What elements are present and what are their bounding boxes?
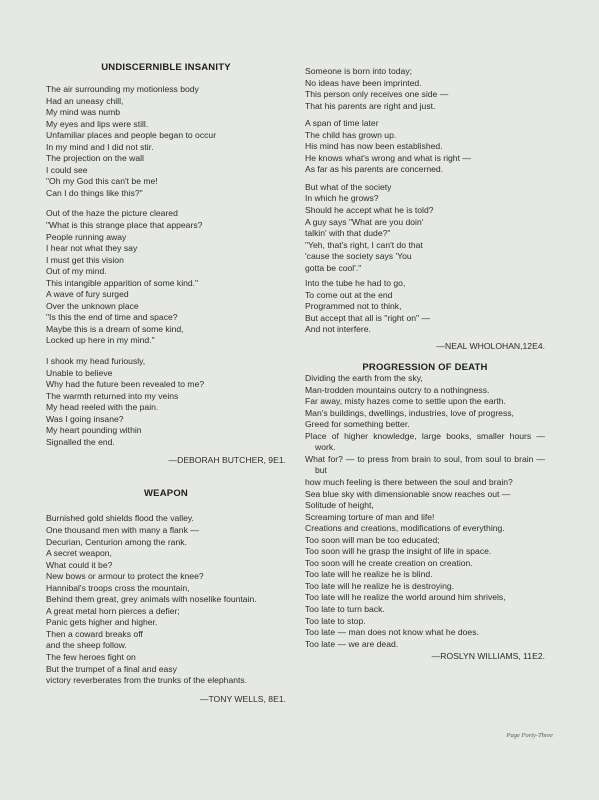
poem-line: People running away (46, 231, 127, 242)
stanza (305, 118, 545, 176)
poem-line: Too soon will he create creation on creation. (305, 557, 473, 568)
poem-line: Place of higher knowledge, large books, smaller hours — work. (305, 430, 545, 453)
poem-line: My eyes and lips were still. (46, 118, 149, 129)
left-column (46, 62, 286, 705)
poem-line: What could it be? (46, 559, 113, 570)
poem-line: Dividing the earth from the sky, (305, 373, 423, 384)
poem-author: —NEAL WHOLOHAN,12E4. (436, 341, 545, 352)
poem-line: Why had the future been revealed to me? (46, 379, 205, 390)
poem-line: talkin' with that dude?" (305, 228, 391, 239)
poem-line: Decurian, Centurion among the rank. (46, 536, 187, 547)
stanza (46, 356, 286, 448)
poem-line: Too soon will he grasp the insight of life in space. (305, 546, 492, 557)
poem-line: "What is this strange place that appears? (46, 220, 203, 231)
poem-line: My heart pounding within (46, 425, 142, 436)
poem-line: New bows or armour to protect the knee? (46, 571, 204, 582)
poem-line: He knows what's wrong and what is right — (305, 152, 471, 163)
poem-line: victory reverberates from the trunks of the elephants. (46, 675, 248, 686)
page-number: Page Forty-Three (506, 732, 553, 739)
poem-line: Too late will he realize he is blind. (305, 569, 433, 580)
poem-line: A guy says "What are you doin' (305, 216, 424, 227)
poem-line: But what of the society (305, 181, 392, 192)
poem-line: What for? — to press from brain to soul, from soul to brain — but (305, 453, 545, 476)
poem-line: As far as his parents are concerned. (305, 164, 444, 175)
poem-line: Greed for something better. (305, 419, 410, 430)
poem-line: In which he grows? (305, 193, 379, 204)
poem-line: "Oh my God this can't be me! (46, 176, 158, 187)
poem-line: That his parents are right and just. (305, 100, 436, 111)
poem-line: Too late to stop. (305, 615, 366, 626)
poem-author: —DEBORAH BUTCHER, 9E1. (168, 455, 286, 466)
poem-line: I hear not what they say (46, 243, 138, 254)
poem-line: I could see (46, 164, 88, 175)
poem-line: Too late — man does not know what he does. (305, 627, 479, 638)
poem-line: A great metal horn pierces a defier; (46, 605, 180, 616)
poem-line: Man-trodden mountains outcry to a nothingness. (305, 384, 490, 395)
poem-line: But accept that all is "right on" — (305, 312, 431, 323)
poem-line: Too late will he realize he is destroying. (305, 580, 455, 591)
poem-line: Hannibal's troops cross the mountain, (46, 582, 190, 593)
poem-line: His mind has now been established. (305, 141, 443, 152)
poem-line: Someone is born into today; (305, 66, 413, 76)
poem-line: And not interfere. (305, 324, 371, 335)
stanza (305, 66, 545, 112)
poem-line: A secret weapon, (46, 548, 112, 559)
poem-line: This person only receives one side — (305, 89, 449, 100)
poem-line: Too soon will man be too educated; (305, 534, 440, 545)
stanza (46, 208, 286, 347)
poem-line: Signalled the end. (46, 436, 115, 447)
poem-line: Maybe this is a dream of some kind, (46, 323, 184, 334)
poem-line: Over the unknown place (46, 300, 139, 311)
poem-line: Was I going insane? (46, 413, 124, 424)
poem-line: and the sheep follow. (46, 640, 127, 651)
poem-author: —ROSLYN WILLIAMS, 11E2. (431, 651, 545, 662)
poem-line: Too late to turn back. (305, 603, 385, 614)
poem-line: But the trumpet of a final and easy (46, 663, 177, 674)
poem-line: My mind was numb (46, 107, 121, 118)
poem-undiscernible-insanity (46, 62, 286, 466)
poem-line: Unfamiliar places and people began to occur (46, 130, 217, 141)
poem-line: Far away, misty hazes come to settle upon the earth. (305, 396, 506, 407)
right-column (305, 66, 545, 662)
poem-line: I shook my head furiously, (46, 356, 146, 367)
stanza (305, 278, 545, 336)
stanza (46, 84, 286, 199)
poem-line: I must get this vision (46, 254, 124, 265)
poem-line: Programmed not to think, (305, 301, 402, 312)
poem-title: PROGRESSION OF DEATH (362, 362, 488, 374)
poem-weapon (46, 488, 286, 704)
poem-line: Panic gets higher and higher. (46, 617, 158, 628)
poem-line: This intangible apparition of some kind." (46, 277, 199, 288)
poem-line: One thousand men with many a flank — (46, 524, 199, 535)
poem-title: UNDISCERNIBLE INSANITY (101, 62, 231, 73)
poem-line: "Is this the end of time and space? (46, 312, 178, 323)
poem-line: Unable to believe (46, 367, 113, 378)
poem-line: The air surrounding my motionless body (46, 84, 199, 94)
poem-line: The child has grown up. (305, 129, 397, 140)
poem-line: A wave of fury surged (46, 289, 129, 300)
poem-line: Behind them great, grey animals with noselike fountain. (46, 594, 257, 605)
poem-line: Can I do things like this?" (46, 187, 143, 198)
poem-line: Burnished gold shields flood the valley. (46, 513, 194, 524)
poem-line: Out of my mind. (46, 266, 107, 277)
poem-line: Then a coward breaks off (46, 628, 143, 639)
poem-progression-of-death (305, 362, 545, 662)
poem-line: Had an uneasy chill, (46, 95, 124, 106)
poem-line: The warmth returned into my veins (46, 390, 179, 401)
stanza (305, 182, 545, 274)
poem-line: Creations and creations, modifications of everything. (305, 523, 505, 534)
poem-line: Too late — we are dead. (305, 638, 399, 649)
poem-line: Sea blue sky with dimensionable snow reaches out — (305, 488, 511, 499)
poem-line: "Yeh, that's right, I can't do that (305, 239, 423, 250)
poem-line: Locked up here in my mind." (46, 335, 155, 346)
poem-line: In my mind and I did not stir. (46, 141, 154, 152)
poem-line: gotta be cool'." (305, 262, 362, 273)
poem-line: My head reeled with the pain. (46, 402, 159, 413)
poem-line: To come out at the end (305, 289, 393, 300)
poem-line: Should he accept what he is told? (305, 205, 434, 216)
stanza (305, 373, 545, 650)
poem-line: 'cause the society says 'You (305, 251, 412, 262)
poem-line: The projection on the wall (46, 153, 144, 164)
poem-line: Out of the haze the picture cleared (46, 208, 178, 219)
poem-untitled (305, 66, 545, 352)
poem-line: No ideas have been imprinted. (305, 77, 422, 88)
poem-line: Too late will he realize the world around him shrivels, (305, 592, 506, 603)
poem-line: A span of time later (305, 118, 379, 129)
poem-author: —TONY WELLS, 8E1. (199, 693, 286, 704)
poem-line: Into the tube he had to go, (305, 278, 406, 289)
poem-line: Solitude of height, (305, 500, 374, 511)
stanza (46, 513, 286, 686)
poem-line: Man's buildings, dwellings, industries, love of progress, (305, 407, 514, 418)
poem-line: The few heroes fight on (46, 651, 136, 662)
poem-line: Screaming torture of man and life! (305, 511, 435, 522)
poem-title: WEAPON (144, 488, 188, 500)
poem-line: how much feeling is there between the soul and brain? (305, 476, 513, 487)
